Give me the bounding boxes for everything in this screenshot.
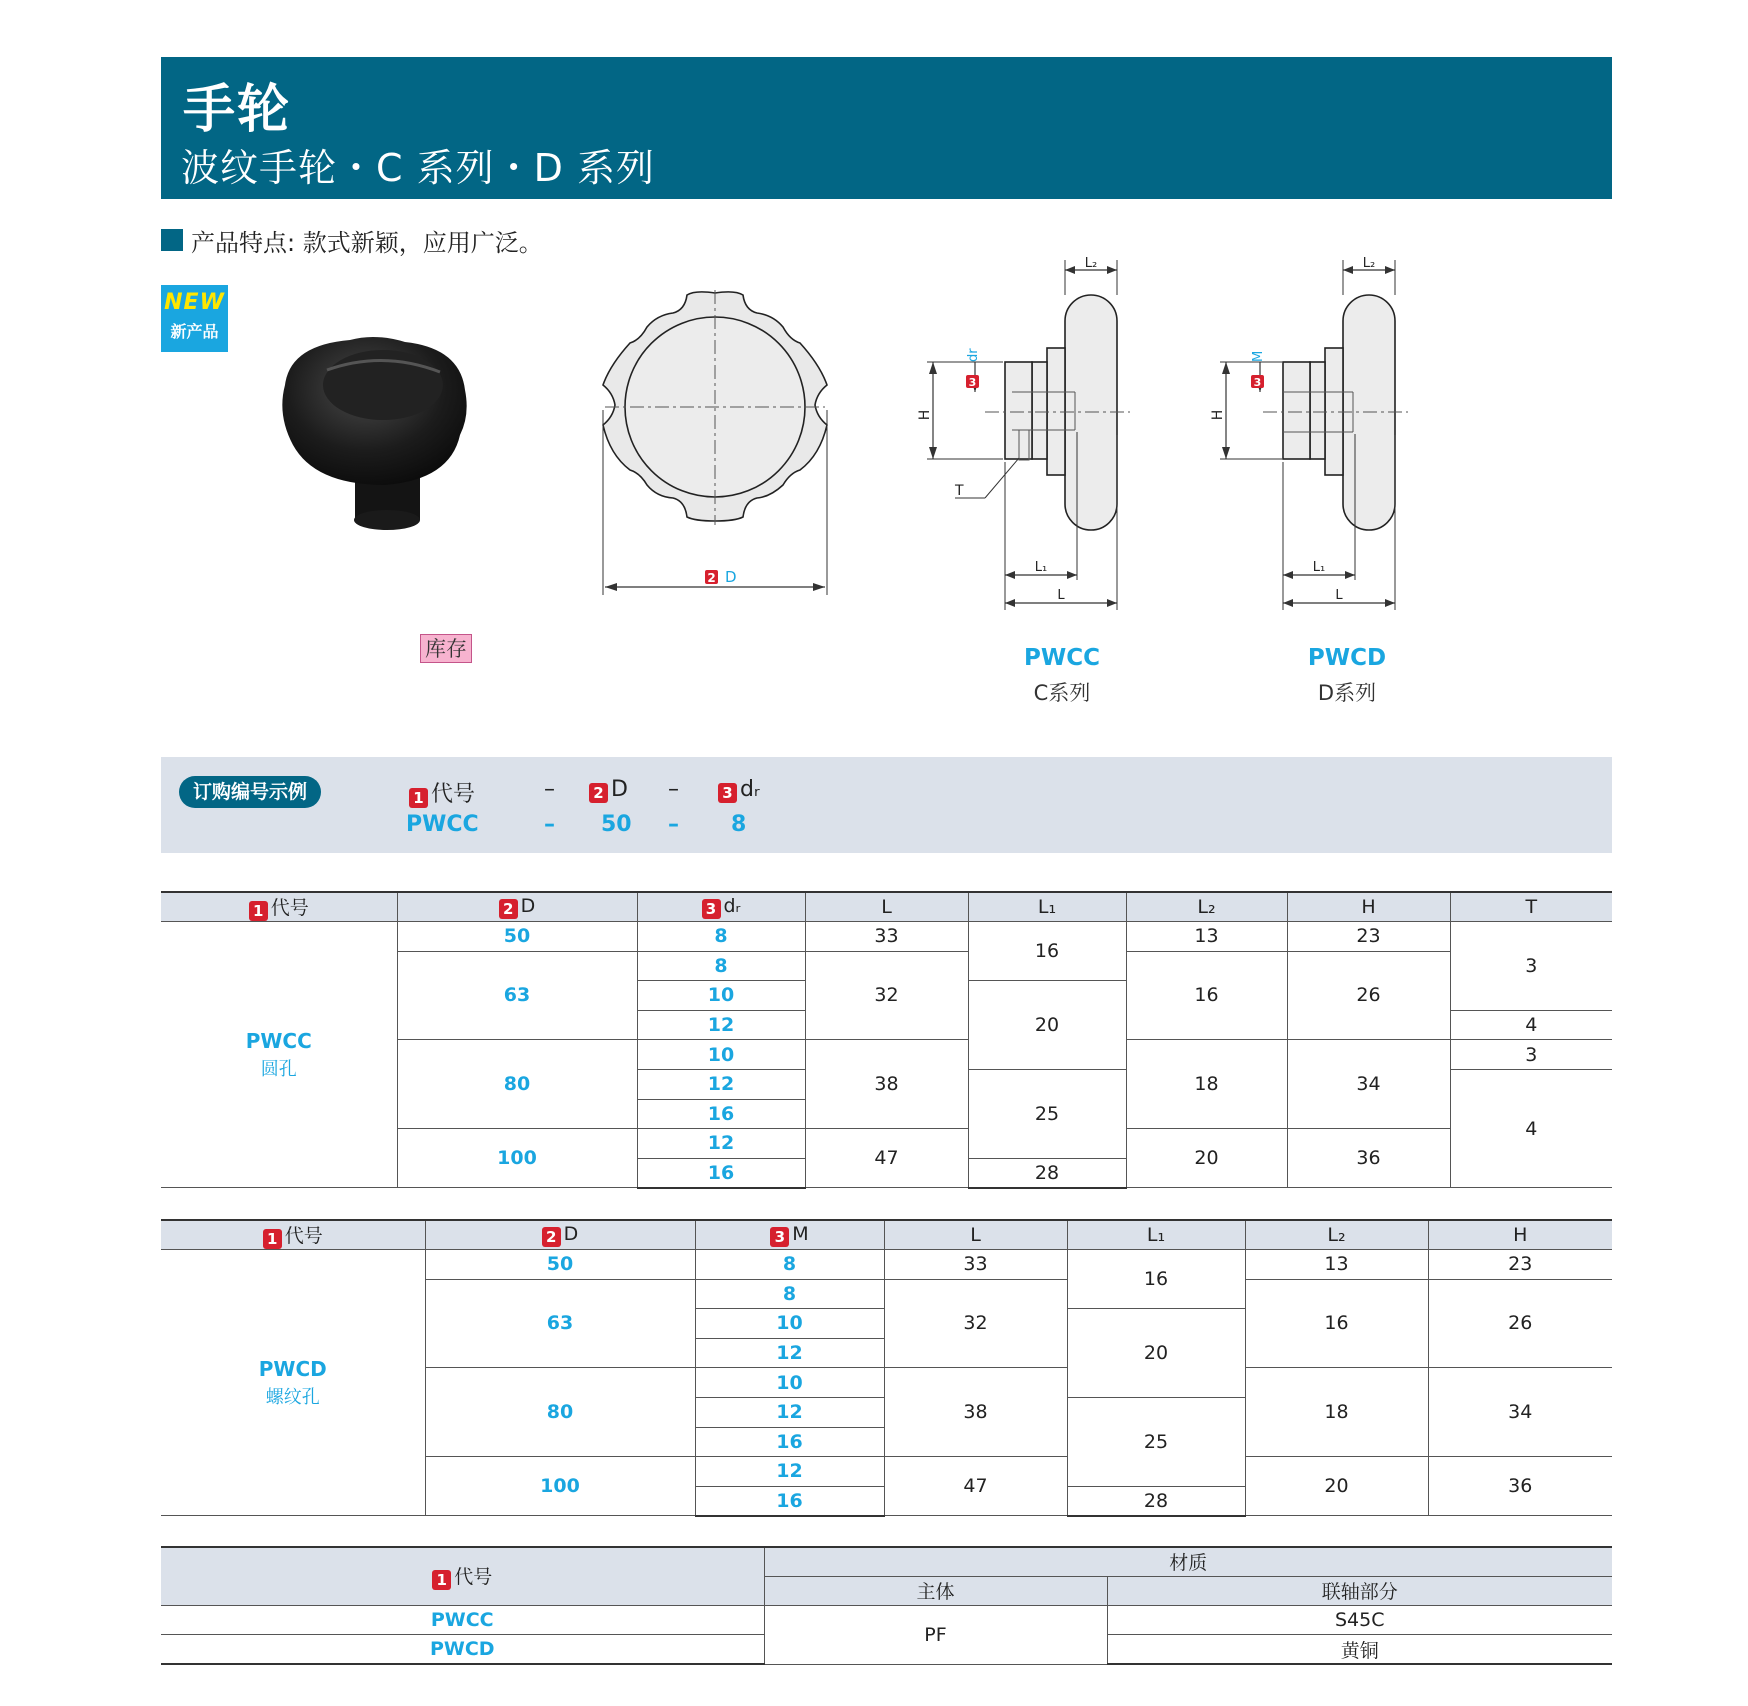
table-row: PWCC 圆孔 50 8 33 16 13 23 3 bbox=[161, 922, 1612, 952]
dim-L1-label: L₁ bbox=[1034, 560, 1048, 575]
table-row: 16 bbox=[161, 1099, 1612, 1129]
series-name: D系列 bbox=[1317, 681, 1377, 705]
pwcc-side-drawing bbox=[915, 250, 1140, 620]
col-header-D: 2 D bbox=[425, 1220, 695, 1250]
col-header-L2: L₂ bbox=[1126, 892, 1287, 922]
table-row: 12 25 bbox=[161, 1397, 1612, 1427]
order-dash: – bbox=[668, 812, 679, 837]
dim-H-label: H bbox=[1210, 409, 1226, 421]
col-header-code: 1 代号 bbox=[161, 1220, 425, 1250]
order-dash: – bbox=[544, 812, 555, 837]
col-header-M: 3 M bbox=[695, 1220, 884, 1250]
table-row: 12 4 bbox=[161, 1010, 1612, 1040]
dim-D-label: D bbox=[725, 568, 737, 586]
dim-L-label: L bbox=[1057, 588, 1065, 603]
series-name: C系列 bbox=[1033, 681, 1091, 705]
front-view-drawing bbox=[595, 285, 840, 600]
page-title: 手轮 bbox=[183, 80, 292, 140]
table-row: PWCD 螺纹孔 50 8 33 16 13 23 bbox=[161, 1250, 1612, 1280]
new-badge-sub: 新产品 bbox=[170, 322, 219, 341]
col-header-material: 材质 bbox=[764, 1547, 1612, 1576]
dim-H-label: H bbox=[917, 409, 933, 421]
pwcc-spec-table bbox=[161, 891, 1612, 1189]
new-badge-label: NEW bbox=[164, 290, 225, 315]
code-cell: PWCC 圆孔 bbox=[161, 922, 397, 1188]
stock-label: 库存 bbox=[420, 634, 472, 663]
code-cell: PWCD 螺纹孔 bbox=[161, 1250, 425, 1516]
col-header-L2: L₂ bbox=[1245, 1220, 1428, 1250]
col-header-L: L bbox=[884, 1220, 1067, 1250]
table-row: 80 10 38 18 34 3 bbox=[161, 1040, 1612, 1070]
table-row: PWCD 黄铜 bbox=[161, 1635, 1612, 1665]
page-header bbox=[161, 57, 1612, 199]
table-row: 63 8 32 16 26 bbox=[161, 1279, 1612, 1309]
dim-L1-label: L₁ bbox=[1312, 560, 1326, 575]
order-example bbox=[161, 757, 1612, 853]
table-row: 100 12 47 20 36 bbox=[161, 1129, 1612, 1159]
product-feature bbox=[161, 225, 543, 255]
table-row: 80 10 38 18 34 bbox=[161, 1368, 1612, 1398]
pwcd-spec-table bbox=[161, 1219, 1612, 1517]
col-header-dr: 3 dᵣ bbox=[637, 892, 805, 922]
table-row: 100 12 47 20 36 bbox=[161, 1457, 1612, 1487]
new-product-badge bbox=[161, 285, 228, 352]
page-subtitle: 波纹手轮・C 系列・D 系列 bbox=[181, 146, 655, 190]
table-row: 12 bbox=[161, 1338, 1612, 1368]
col-header-L: L bbox=[805, 892, 968, 922]
pwcd-side-drawing bbox=[1198, 250, 1423, 620]
dim-M-label: M bbox=[1251, 350, 1266, 362]
order-value-dr: 8 bbox=[731, 812, 747, 837]
dim-L2-label: L₂ bbox=[1362, 256, 1376, 271]
table-row: 12 25 4 bbox=[161, 1069, 1612, 1099]
table-header-row bbox=[161, 892, 1612, 922]
col-header-shaft: 联轴部分 bbox=[1107, 1576, 1612, 1605]
table-row: 10 20 bbox=[161, 1309, 1612, 1339]
table-header-row bbox=[161, 1547, 1612, 1576]
col-header-body: 主体 bbox=[764, 1576, 1107, 1605]
product-photo bbox=[255, 330, 495, 560]
table-row: 16 28 bbox=[161, 1486, 1612, 1516]
order-value-D: 50 bbox=[601, 812, 632, 837]
dim-L2-label: L₂ bbox=[1084, 256, 1098, 271]
col-header-H: H bbox=[1428, 1220, 1612, 1250]
series-code: PWCD bbox=[1307, 645, 1387, 671]
table-row: 63 8 32 16 26 bbox=[161, 951, 1612, 981]
order-header-code: 1 代号 bbox=[409, 777, 475, 808]
col-header-D: 2 D bbox=[397, 892, 637, 922]
drawing-num-2: 2 bbox=[707, 571, 716, 585]
col-header-L1: L₁ bbox=[968, 892, 1126, 922]
table-row: 16 bbox=[161, 1427, 1612, 1457]
material-table bbox=[161, 1546, 1612, 1665]
dim-T-label: T bbox=[955, 483, 964, 499]
col-header-T: T bbox=[1450, 892, 1612, 922]
feature-text: 产品特点: 款式新颖，应用广泛。 bbox=[191, 228, 543, 257]
table-row: 10 20 bbox=[161, 981, 1612, 1011]
table-row: PWCC PF S45C bbox=[161, 1605, 1612, 1635]
dim-dr-label: dr bbox=[966, 348, 981, 362]
order-header-dr: 3 dᵣ bbox=[718, 777, 760, 803]
square-bullet-icon bbox=[161, 229, 183, 251]
drawing-num-3: 3 bbox=[1253, 376, 1262, 389]
col-header-L1: L₁ bbox=[1067, 1220, 1245, 1250]
order-value-code: PWCC bbox=[406, 812, 479, 837]
table-row: 16 28 bbox=[161, 1158, 1612, 1188]
series-label-pwcc bbox=[987, 645, 1137, 707]
dim-L-label: L bbox=[1335, 588, 1343, 603]
series-label-pwcd bbox=[1272, 645, 1422, 707]
table-header-row bbox=[161, 1220, 1612, 1250]
col-header-H: H bbox=[1287, 892, 1450, 922]
col-header-code: 1 代号 bbox=[161, 1547, 764, 1605]
order-example-label: 订购编号示例 bbox=[179, 776, 321, 808]
order-header-D: 2 D bbox=[589, 777, 628, 803]
series-code: PWCC bbox=[1024, 645, 1100, 671]
col-header-code: 1 代号 bbox=[161, 892, 397, 922]
order-dash: – bbox=[668, 777, 679, 802]
drawing-num-3: 3 bbox=[968, 376, 977, 389]
order-dash: – bbox=[544, 777, 555, 802]
